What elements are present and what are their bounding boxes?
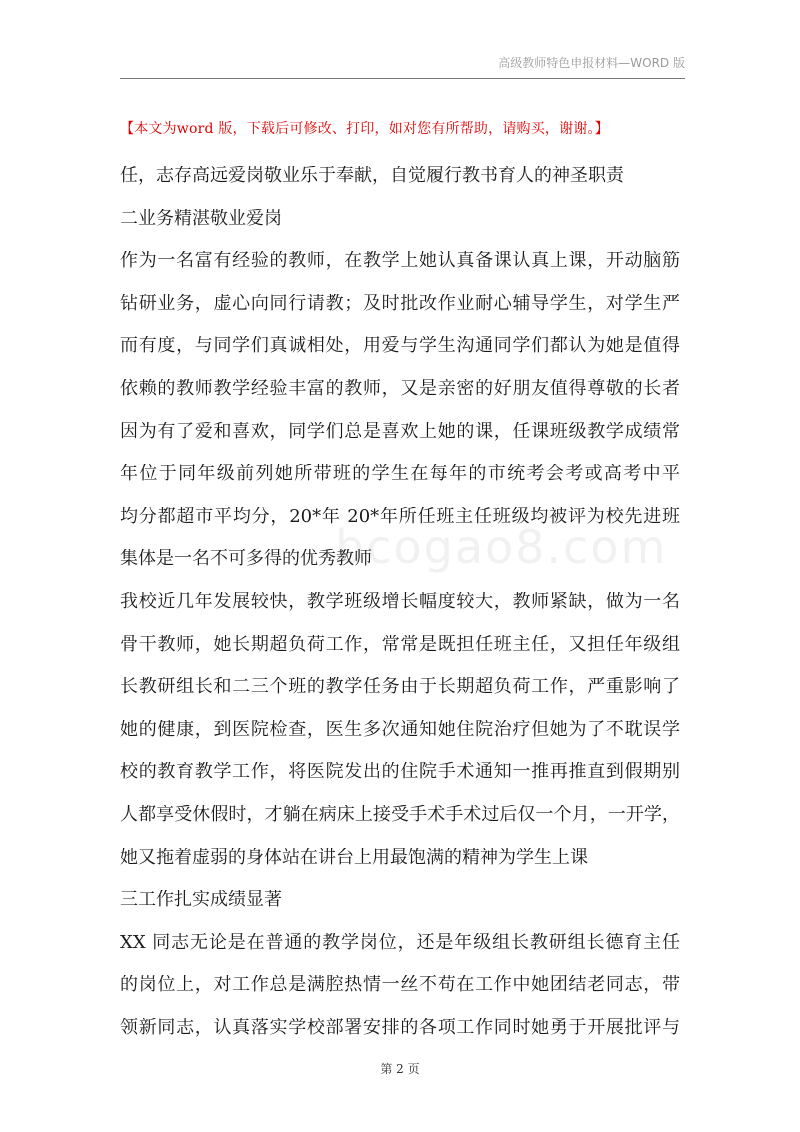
text-line: 她的健康，到医院检查，医生多次通知她住院治疗但她为了不耽误学 (120, 719, 680, 740)
text-line: 校的教育教学工作，将医院发出的住院手术通知一推再推直到假期别 (120, 762, 680, 783)
text-line: 人都享受休假时，才躺在病床上接受手术手术过后仅一个月，一开学， (120, 804, 680, 825)
text-line: XX 同志无论是在普通的教学岗位，还是年级组长教研组长德育主任 (120, 932, 680, 953)
text-line: 因为有了爱和喜欢，同学们总是喜欢上她的课，任课班级教学成绩常 (120, 421, 680, 442)
text-line: 集体是一名不可多得的优秀教师 (120, 549, 372, 570)
header-title: 高级教师特色申报材料—WORD 版 (498, 56, 685, 70)
text-line: 均分都超市平均分，20*年 20*年所任班主任班级均被评为校先进班 (120, 506, 680, 527)
text-line: 任，志存高远爱岗敬业乐于奉献，自觉履行教书育人的神圣职责 (120, 166, 624, 186)
text-line: 长教研组长和二三个班的教学任务由于长期超负荷工作，严重影响了 (120, 677, 680, 698)
text-line: 三工作扎实成绩显著 (120, 890, 282, 911)
text-line: 年位于同年级前列她所带班的学生在每年的市统考会考或高考中平 (120, 464, 680, 485)
text-line: 我校近几年发展较快，教学班级增长幅度较大，教师紧缺，做为一名 (120, 591, 680, 612)
download-notice: 【本文为word 版，下载后可修改、打印，如对您有所帮助，请购买，谢谢。】 (120, 121, 609, 137)
document-body (120, 166, 680, 1060)
text-line: 二业务精湛敬业爱岗 (120, 208, 282, 229)
text-line: 领新同志，认真落实学校部署安排的各项工作同时她勇于开展批评与 (120, 1017, 680, 1038)
text-line: 她又拖着虚弱的身体站在讲台上用最饱满的精神为学生上课 (120, 847, 588, 868)
text-line: 钻研业务，虚心向同行请教；及时批改作业耐心辅导学生，对学生严 (120, 293, 680, 314)
text-line: 骨干教师，她长期超负荷工作，常常是既担任班主任，又担任年级组 (120, 634, 680, 655)
watermark: bcogao8.com (335, 520, 668, 574)
text-line: 依赖的教师教学经验丰富的教师，又是亲密的好朋友值得尊敬的长者 (120, 378, 680, 399)
text-line: 而有度，与同学们真诚相处，用爱与学生沟通同学们都认为她是值得 (120, 336, 680, 357)
page-header (120, 52, 685, 79)
page-number: 第 2 页 (380, 1062, 420, 1076)
text-line: 的岗位上，对工作总是满腔热情一丝不苟在工作中她团结老同志，带 (120, 975, 680, 996)
text-line: 作为一名富有经验的教师，在教学上她认真备课认真上课，开动脑筋 (120, 251, 680, 272)
